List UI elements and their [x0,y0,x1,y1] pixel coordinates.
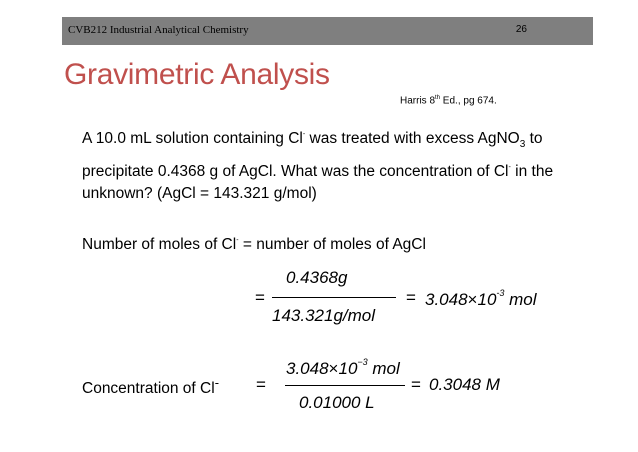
eq1-equals-2: = [406,288,416,307]
slide-title: Gravimetric Analysis [64,58,330,91]
eq1-result: $3.048\times 10^{-3}$ mol [425,288,537,309]
page-number: 26 [515,24,527,35]
concentration-label: Concentration of Cl- [82,375,219,398]
eq1-numerator: 0.4368g [286,268,348,287]
course-title: CVB212 Industrial Analytical Chemistry [68,24,249,36]
eq2-equals: = [256,375,266,394]
eq2-denominator: 0.01000 L [299,393,375,412]
slide-header-bar [62,17,593,45]
eq2-fraction-bar [285,385,405,386]
eq1-equals: = [255,288,265,307]
moles-sentence: Number of moles of Cl- = number of moles of AgCl [82,236,426,253]
eq2-numerator: $3.048\times 10^{-3}$ mol [286,357,400,378]
eq1-fraction-bar [272,297,396,298]
eq2-result: 0.3048 M [429,375,500,394]
problem-statement: A 10.0 mL solution containing Cl- was treated with excess AgNO$_3$ to precipitate 0.4368 g of AgCl. What was the concentration of Cl- in the unknown? (AgCl = 143.321 g/mol) [82,130,554,202]
reference-citation: Harris 8th Ed., pg 674. [400,95,497,107]
eq1-denominator: 143.321g/mol [272,306,376,325]
eq2-equals-2: = [411,375,421,394]
